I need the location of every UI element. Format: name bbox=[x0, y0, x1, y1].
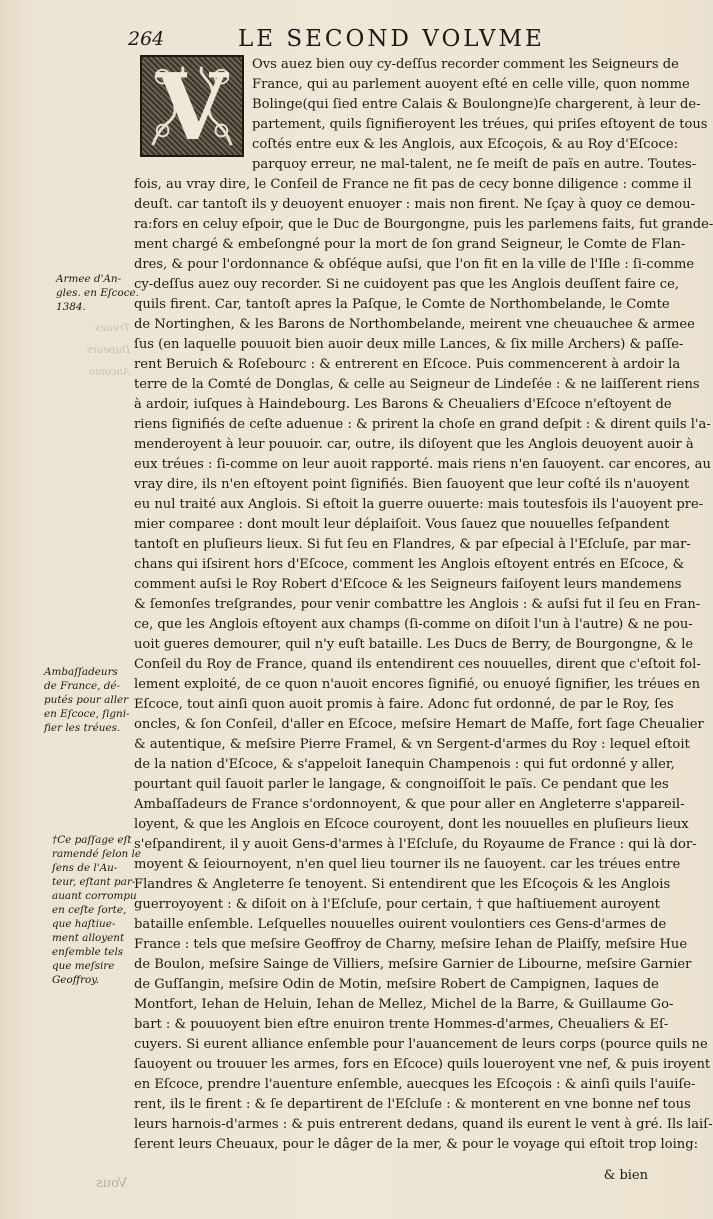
text-line: de la nation d'Eſcoce, & s'appeloit Ianequin Champenois : qui fut ordonné y aller, bbox=[134, 757, 675, 772]
text-line: comment auſsi le Roy Robert d'Eſcoce & les Seigneurs faiſoyent leurs mandemens bbox=[134, 577, 682, 592]
note-line: en Eſcoce, ſigni- bbox=[44, 708, 130, 720]
text-line: Eſcoce, tout ainſi quon auoit promis à faire. Adonc fut ordonné, de par le Roy, ſes bbox=[134, 697, 674, 712]
initial-letter: V bbox=[156, 53, 228, 161]
text-line: quils firent. Car, tantoſt apres la Paſque, le Comte de Northombelande, le Comte bbox=[134, 297, 670, 312]
text-line: de Boulon, meſsire Sainge de Villiers, meſsire Garnier de Libourne, meſsire Garnier bbox=[134, 957, 692, 972]
text-line: Montfort, Iehan de Heluin, Iehan de Mellez, Michel de la Barre, & Guillaume Go- bbox=[134, 997, 674, 1012]
note-line: que meſsire bbox=[52, 960, 115, 972]
text-lines bbox=[134, 55, 713, 1155]
text-line: tantoſt en pluſieurs lieux. Si fut ſeu en Flandres, & par eſpecial à l'Eſcluſe, par mar- bbox=[134, 537, 691, 552]
note-line: fier les tréues. bbox=[44, 722, 121, 734]
text-line: cy-deſſus auez ouy recorder. Si ne cuidoyent pas que les Anglois deuſſent faire ce, bbox=[134, 277, 680, 292]
text-line: deuſt. car tantoſt ils y deuoyent enuoyer : mais non firent. Ne ſçay à quoy ce demou- bbox=[134, 197, 696, 212]
text-line: bart : & pouuoyent bien eſtre enuiron trente Hommes-d'armes, Cheualiers & Eſ- bbox=[134, 1017, 669, 1032]
text-line: oncles, & ſon Conſeil, d'aller en Eſcoce, meſsire Hemart de Maſſe, fort ſage Cheualier bbox=[134, 717, 704, 732]
page-header bbox=[128, 26, 588, 54]
text-line: & ſemonſes treſgrandes, pour venir combattre les Anglois : & auſsi fut il ſeu en Fran- bbox=[134, 597, 701, 612]
ghost-note: Dupeurs bbox=[86, 345, 130, 356]
text-line: ment chargé & embeſongné pour la mort de ſon grand Seigneur, le Comte de Flan- bbox=[134, 237, 686, 252]
note-line: 1384. bbox=[56, 301, 86, 313]
text-line: Ambaſſadeurs de France s'ordonnoyent, & que pour aller en Angleterre s'appareil- bbox=[134, 797, 685, 812]
text-line: ſerent leurs Cheuaux, pour le dâger de la mer, & pour le voyage qui eſtoit trop loing: bbox=[134, 1137, 699, 1152]
text-line: bataille enſemble. Leſquelles nouuelles ouirent voulontiers ces Gens-d'armes de bbox=[134, 917, 667, 932]
bleed-through-notes bbox=[50, 318, 130, 384]
note-line: de France, dé- bbox=[44, 680, 121, 692]
text-line: vray dire, ils n'en eſtoyent point ſignifiés. Bien ſauoyent que leur coſté ils n'auoyent bbox=[134, 477, 690, 492]
initial-frame bbox=[140, 53, 244, 161]
note-line: ment alloyent bbox=[52, 932, 125, 944]
text-line: France, qui au parlement auoyent eſté en celle ville, quon nomme bbox=[252, 77, 690, 92]
text-line: lement exploité, de ce quon n'auoit encores ſignifié, ou enuoyé ſignifier, les tréues en bbox=[134, 677, 701, 692]
text-line: ſauoyent ou trouuer les armes, fors en Eſcoce) quils loueroyent vne nef, & puis iroyent bbox=[134, 1057, 711, 1072]
margin-note-correction bbox=[52, 833, 142, 987]
body-text bbox=[134, 53, 713, 1190]
text-line: Conſeil du Roy de France, quand ils entendirent ces nouuelles, dirent que c'eſtoit fol- bbox=[134, 657, 701, 672]
text-line: France : tels que meſsire Geoffroy de Charny, meſsire Iehan de Plaiſſy, meſsire Hue bbox=[134, 937, 688, 952]
note-line: ſens de l'Au- bbox=[52, 862, 118, 874]
text-line: guerroyoyent : & diſoit on à l'Eſcluſe, pour certain, † que haſtiuement auroyent bbox=[134, 897, 660, 912]
text-line: à ardoir, iuſques à Haindebourg. Les Barons & Cheualiers d'Eſcoce n'eſtoyent de bbox=[134, 397, 672, 412]
text-line: rent Beruich & Roſebourc : & entrerent en Eſcoce. Puis commencerent à ardoir la bbox=[134, 357, 681, 372]
note-line: enſemble tels bbox=[52, 946, 124, 958]
text-line: cuyers. Si eurent alliance enſemble pour l'auancement de leurs corps (pource quils ne bbox=[134, 1037, 708, 1052]
text-line: partement, quils ſignifieroyent les tréues, qui priſes eſtoyent de tous bbox=[252, 117, 708, 132]
text-line: Ovs auez bien ouy cy-deſſus recorder comment les Seigneurs de bbox=[252, 57, 679, 72]
text-line: s'eſpandirent, il y auoit Gens-d'armes à l'Eſcluſe, du Royaume de France : qui là dor- bbox=[134, 837, 697, 852]
text-line: moyent & ſeiournoyent, n'en quel lieu tourner ils ne ſauoyent. car les tréues entre bbox=[134, 857, 681, 872]
text-line: parquoy erreur, ne mal-talent, ne ſe meiſt de païs en autre. Toutes- bbox=[252, 157, 697, 172]
text-line: Flandres & Angleterre ſe tenoyent. Si entendirent que les Eſcoçois & les Anglois bbox=[134, 877, 671, 892]
text-line: en Eſcoce, prendre l'auenture enſemble, auecques les Eſcoçois : & ainſi quils l'auiſe- bbox=[134, 1077, 696, 1092]
text-line: leurs harnois-d'armes : & puis entrerent dedans, quand ils eurent le vent à gré. Ils laiſ- bbox=[134, 1117, 713, 1132]
text-line: Bolinge(qui ſied entre Calais & Boulongne)ſe chargerent, à leur de- bbox=[252, 97, 701, 112]
text-line: dres, & pour l'ordonnance & obſéque auſsi, que l'on fit en la ville de l'Iſle : ſi-comme bbox=[134, 257, 695, 272]
bleed-through-word: Vous bbox=[96, 1176, 128, 1191]
text-line: coſtés entre eux & les Anglois, aux Eſcoçois, & au Roy d'Eſcoce: bbox=[252, 137, 678, 152]
text-line: ra:fors en celuy eſpoir, que le Duc de Bourgongne, puis les parlemens faits, fut grande- bbox=[134, 217, 713, 232]
text-line: de Guſſangin, meſsire Odin de Motin, meſsire Robert de Campignen, Iaques de bbox=[134, 977, 659, 992]
text-line: ce, que les Anglois eſtoyent aux champs (ſi-comme on diſoit l'un à l'autre) & ne pou- bbox=[134, 617, 693, 632]
note-line: teur, eſtant par- bbox=[52, 876, 136, 888]
ghost-note: Anconio bbox=[89, 367, 130, 378]
text-line: de Nortinghen, & les Barons de Northombelande, meirent vne cheuauchee & armee bbox=[134, 317, 695, 332]
note-line: en ceſte ſorte, bbox=[52, 904, 127, 916]
note-line: gles. en Eſcoce. bbox=[56, 287, 139, 299]
text-line: & autentique, & meſsire Pierre Framel, & vn Sergent-d'armes du Roy : lequel eſtoit bbox=[134, 737, 690, 752]
note-line: †Ce paſſage eſt bbox=[52, 834, 132, 846]
text-line: terre de la Comté de Donglas, & celle au Seigneur de Lindeſée : & ne laiſſerent riens bbox=[134, 377, 700, 392]
text-line: riens ſignifiés de ceſte aduenue : & prirent la choſe en grand deſpit : & dirent quils l'a- bbox=[134, 417, 711, 432]
ghost-note: Tréues bbox=[95, 323, 130, 334]
text-line: eux tréues : ſi-comme on leur auoit rapporté. mais riens n'en ſauoyent. car encores, au bbox=[134, 457, 711, 472]
text-line: uoit gueres demourer, quil n'y euſt bataille. Les Ducs de Berry, de Bourgongne, & le bbox=[134, 637, 694, 652]
text-line: chans qui iſsirent hors d'Eſcoce, comment les Anglois eſtoyent entrés en Eſcoce, & bbox=[134, 557, 685, 572]
margin-note-ambassadors bbox=[44, 665, 134, 735]
note-line: Ambaſſadeurs bbox=[44, 666, 118, 678]
note-line: putés pour aller bbox=[44, 694, 129, 706]
text-line: eu nul traité aux Anglois. Si eſtoit la guerre ouuerte: mais toutesfois ils l'auoyent pre- bbox=[134, 497, 704, 512]
text-line: rent, ils le firent : & ſe departirent de l'Eſcluſe : & monterent en vne bonne nef tous bbox=[134, 1097, 691, 1112]
note-line: ramendé ſelon le bbox=[52, 848, 142, 860]
margin-note-army bbox=[56, 272, 139, 314]
note-line: Armee d'An- bbox=[56, 273, 122, 285]
note-line: Geoffroy. bbox=[52, 974, 100, 986]
decorated-initial bbox=[140, 55, 246, 159]
note-line: que haſtiue- bbox=[52, 918, 116, 930]
text-line: menderoyent à leur pouuoir. car, outre, ils diſoyent que les Anglois deuoyent auoir à bbox=[134, 437, 694, 452]
catchword: & bien bbox=[603, 1168, 648, 1183]
running-title: LE SECOND VOLVME bbox=[238, 26, 545, 52]
text-line: pourtant quil ſauoit parler le langage, & congnoiſſoit le païs. Ce pendant que les bbox=[134, 777, 669, 792]
text-line: fois, au vray dire, le Conſeil de France ne fit pas de cecy bonne diligence : comme il bbox=[134, 177, 692, 192]
text-line: ſus (en laquelle pouuoit bien auoir deux mille Lances, & ſix mille Archers) & paſſe- bbox=[134, 337, 684, 352]
text-line: loyent, & que les Anglois en Eſcoce couroyent, dont les nouuelles en pluſieurs lieux bbox=[134, 817, 689, 832]
note-line: auant corrompu bbox=[52, 890, 137, 902]
folio-number: 264 bbox=[128, 28, 165, 50]
text-line: mier comparee : dont moult leur déplaiſoit. Vous ſauez que nouuelles ſeſpandent bbox=[134, 517, 670, 532]
